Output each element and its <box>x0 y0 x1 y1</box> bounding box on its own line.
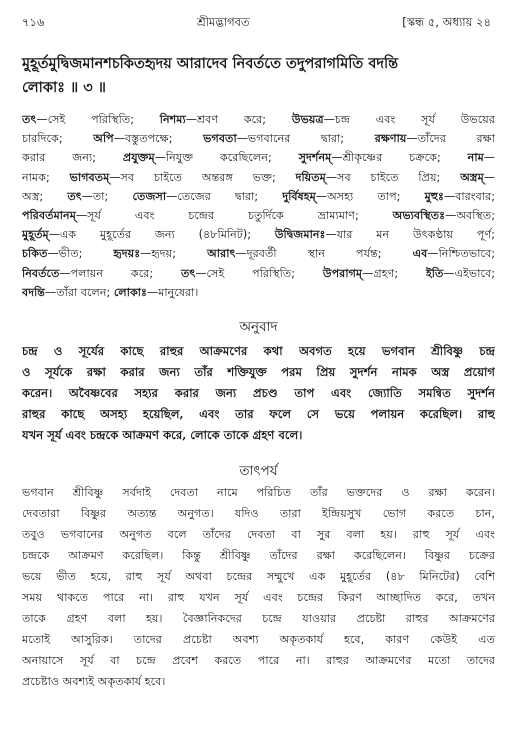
sanskrit-headword: অস্ত্রম্ <box>460 170 484 184</box>
word-meaning: —হৃদয়; <box>140 247 208 261</box>
synonym-line <box>22 129 495 148</box>
word-meaning: —চন্দ্র এবং সূর্য উভয়ের <box>323 113 495 126</box>
purport-line: তবুও ভগবানের অনুগত বলে তাঁদের দেবতা বা সুর বলা হয়। রাহু সূর্য এবং <box>22 528 495 542</box>
word-meaning: —বস্তুতপক্ষে; <box>113 132 204 146</box>
sanskrit-headword: ইতি <box>425 266 444 280</box>
word-meaning: অস্ত্র; <box>22 189 68 203</box>
word-meaning: —পলায়ন করে; <box>59 266 181 280</box>
sanskrit-headword: আরাৎ <box>207 247 236 261</box>
purport-text <box>22 482 495 692</box>
word-meaning: —সেই পরিস্থিতি; <box>36 113 160 126</box>
word-meaning: —যার মন উৎকণ্ঠায় পূর্ণ; <box>325 228 495 242</box>
purport-line: প্রচেষ্টাও অবশ্যই অকৃতকার্য হবে। <box>22 675 166 689</box>
word-meaning: নামক; <box>22 170 70 184</box>
sanskrit-headword: অপি <box>93 132 114 146</box>
book-title: শ্রীমদ্ভাগবত <box>196 15 250 29</box>
word-meaning: —এক মুহূর্তের জন্য (৪৮মিনিট); <box>48 228 275 242</box>
page-number: ৭১৬ <box>22 15 45 29</box>
sanskrit-headword: দয়িতম্ <box>295 170 326 184</box>
translation-line: চন্দ্র ও সূর্যের কাছে রাহুর আক্রমণের কথা অবগত হয়ে ভগবান শ্রীবিষ্ণু চন্দ্র <box>22 344 495 359</box>
purport-line: চন্দ্রকে আক্রমণ করেছিল। কিন্তু শ্রীবিষ্ণু তাঁদের রক্ষা করেছিলেন। বিষ্ণুর চক্রের <box>22 549 495 563</box>
sanskrit-headword: মুহুঃ <box>424 189 444 203</box>
sanskrit-headword: দুর্বিষহম্ <box>282 189 316 203</box>
verse-text <box>22 52 495 100</box>
sanskrit-headword: লোকাঃ <box>113 285 148 299</box>
sanskrit-headword: উদ্বিজমানঃ <box>274 228 326 242</box>
translation-line: ও সূর্যকে রক্ষা করার জন্য তাঁর শক্তিযুক্ত পরম প্রিয় সুদর্শন নামক অস্ত্র প্রয়োগ <box>22 365 495 380</box>
sanskrit-headword: তৎ <box>180 266 196 280</box>
sanskrit-headword: চকিত <box>22 247 48 261</box>
sanskrit-headword: পরিবর্তমানম্ <box>22 209 76 223</box>
word-meaning: —তাঁদের রক্ষা <box>406 132 495 146</box>
translation-text <box>22 341 495 446</box>
word-meaning: —তাঁরা বলেন; <box>45 285 114 299</box>
sanskrit-headword: ভাগবতম্ <box>69 170 110 184</box>
sanskrit-headword: এব <box>412 247 428 261</box>
sanskrit-headword: প্রযুক্তম্ <box>122 151 155 165</box>
word-meaning: — <box>483 170 495 184</box>
synonym-line <box>22 283 495 302</box>
word-meaning: —সেই পরিস্থিতি; <box>195 266 323 280</box>
word-meaning: —নিযুক্ত করেছিলেন; <box>154 151 299 165</box>
word-meaning: —নিশ্চিতভাবে; <box>427 247 495 261</box>
word-meaning: —শ্রবণ করে; <box>185 113 292 126</box>
word-meaning: —গ্রহণ; <box>362 266 426 280</box>
word-meaning: —সব চাইতে অন্তরঙ্গ ভক্ত; <box>109 170 296 184</box>
purport-line: সময় থাকতে পারে না। রাহু যখন সূর্য এবং চন্দ্রের কিরণ আচ্ছাদিত করে, তখন <box>22 591 495 605</box>
word-meaning: চারদিকে; <box>22 132 94 146</box>
word-meaning: —সূর্য এবং চন্দ্রের চতুর্দিকে ভ্রাম্যমাণ; <box>75 209 393 223</box>
word-meaning: —ভগবানের দ্বারা; <box>236 132 375 146</box>
word-meaning: —এইভাবে; <box>443 266 495 280</box>
synonym-line <box>22 110 495 129</box>
synonym-line <box>22 264 495 283</box>
sanskrit-headword: তেজসা <box>132 189 167 203</box>
word-meaning: —ভীত; <box>47 247 114 261</box>
sanskrit-headword: সুদর্শনম্ <box>298 151 332 165</box>
translation-line: রাহুর কাছে অসহ্য হয়েছিল, এবং তার ফলে সে ভয়ে পলায়ন করেছিল। রাহু <box>22 407 495 422</box>
word-meaning: —শ্রীকৃষ্ণের চক্রকে; <box>331 151 468 165</box>
verse-line: মুহূর্তমুদ্বিজমানশচকিতহৃদয় আরাদেব নিবর্ততে তদুপরাগমিতি বদন্তি <box>22 55 399 72</box>
sanskrit-headword: তৎ <box>67 189 82 203</box>
sanskrit-headword: উপরাগম্ <box>322 266 363 280</box>
sanskrit-headword: হৃদয়ঃ <box>113 247 141 261</box>
word-meaning: —তা; <box>81 189 133 203</box>
word-meaning: —অসহ্য তাপ; <box>315 189 425 203</box>
synonym-line <box>22 187 495 206</box>
sanskrit-headword: মুহূর্তম্ <box>22 228 49 242</box>
sanskrit-headword: বদন্তি <box>22 285 46 299</box>
sanskrit-headword: উভয়ত্র <box>291 113 324 126</box>
synonym-line <box>22 168 495 187</box>
sanskrit-headword: নিবর্ততে <box>22 266 60 280</box>
synonym-line <box>22 244 495 263</box>
purport-line: তাকে গ্রহণ বলা হয়। বৈজ্ঞানিকদের চন্দ্রে যাওয়ার প্রচেষ্টা রাহুর আক্রমণের <box>22 612 495 626</box>
word-meaning: —মানুষেরা। <box>147 285 199 299</box>
synonym-line <box>22 148 495 167</box>
purport-heading: তাৎপর্য <box>239 463 278 480</box>
synonym-line <box>22 225 495 244</box>
word-meaning: —অবস্থিত; <box>445 209 495 223</box>
word-meaning: —সব চাইতে প্রিয়; <box>325 170 461 184</box>
translation-line: যখন সূর্য এবং চন্দ্রকে আক্রমণ করে, লোকে তাকে গ্রহণ বলে। <box>22 428 303 443</box>
sanskrit-headword: তৎ <box>22 113 37 126</box>
sanskrit-headword: অভ্যবস্থিতঃ <box>392 209 446 223</box>
section-reference: [স্কন্ধ ৫, অধ্যায় ২৪ <box>402 15 491 29</box>
word-meaning: —বারংবার; <box>443 189 495 203</box>
word-synonyms <box>22 110 495 302</box>
word-meaning: —তেজের দ্বারা; <box>166 189 283 203</box>
sanskrit-headword: নাম <box>467 151 484 165</box>
sanskrit-headword: রক্ষণায় <box>374 132 407 146</box>
purport-line: ভগবান শ্রীবিষ্ণু সর্বদাই দেবতা নামে পরিচিত তাঁর ভক্তদের ও রক্ষা করেন। <box>22 486 495 500</box>
purport-line: ভয়ে ভীত হয়ে, রাহু সূর্য অথবা চন্দ্রের সম্মুখে এক মুহূর্তের (৪৮ মিনিটের) বেশি <box>22 570 495 584</box>
translation-heading: অনুবাদ <box>239 319 278 336</box>
word-meaning: করার জন্য; <box>22 151 123 165</box>
sanskrit-headword: ভগবতা <box>203 132 237 146</box>
synonym-line <box>22 206 495 225</box>
sanskrit-headword: নিশম্য <box>159 113 186 126</box>
running-header <box>22 14 495 34</box>
word-meaning: — <box>483 151 495 165</box>
word-meaning: —দূরবর্তী স্থান পর্যন্ত; <box>235 247 413 261</box>
purport-line: দেবতারা বিষ্ণুর অত্যন্ত অনুগত। যদিও তারা ইন্দ্রিয়সুখ ভোগ করতে চান, <box>22 507 495 521</box>
verse-line: লোকাঃ ॥ ৩ ॥ <box>22 79 106 96</box>
purport-line: অনায়াসে সূর্য বা চন্দ্রে প্রবেশ করতে পারে না। রাহুর আক্রমণের মতো তাদের <box>22 654 495 668</box>
purport-line: মতোই আসুরিক। তাদের প্রচেষ্টা অবশ্য অকৃতকার্য হবে, কারণ কেউই এত <box>22 633 495 647</box>
translation-line: করেন। অবৈষ্ণবের সহ্যর করার জন্য প্রচণ্ড তাপ এবং জ্যোতি সমন্বিত সুদর্শন <box>22 386 495 401</box>
